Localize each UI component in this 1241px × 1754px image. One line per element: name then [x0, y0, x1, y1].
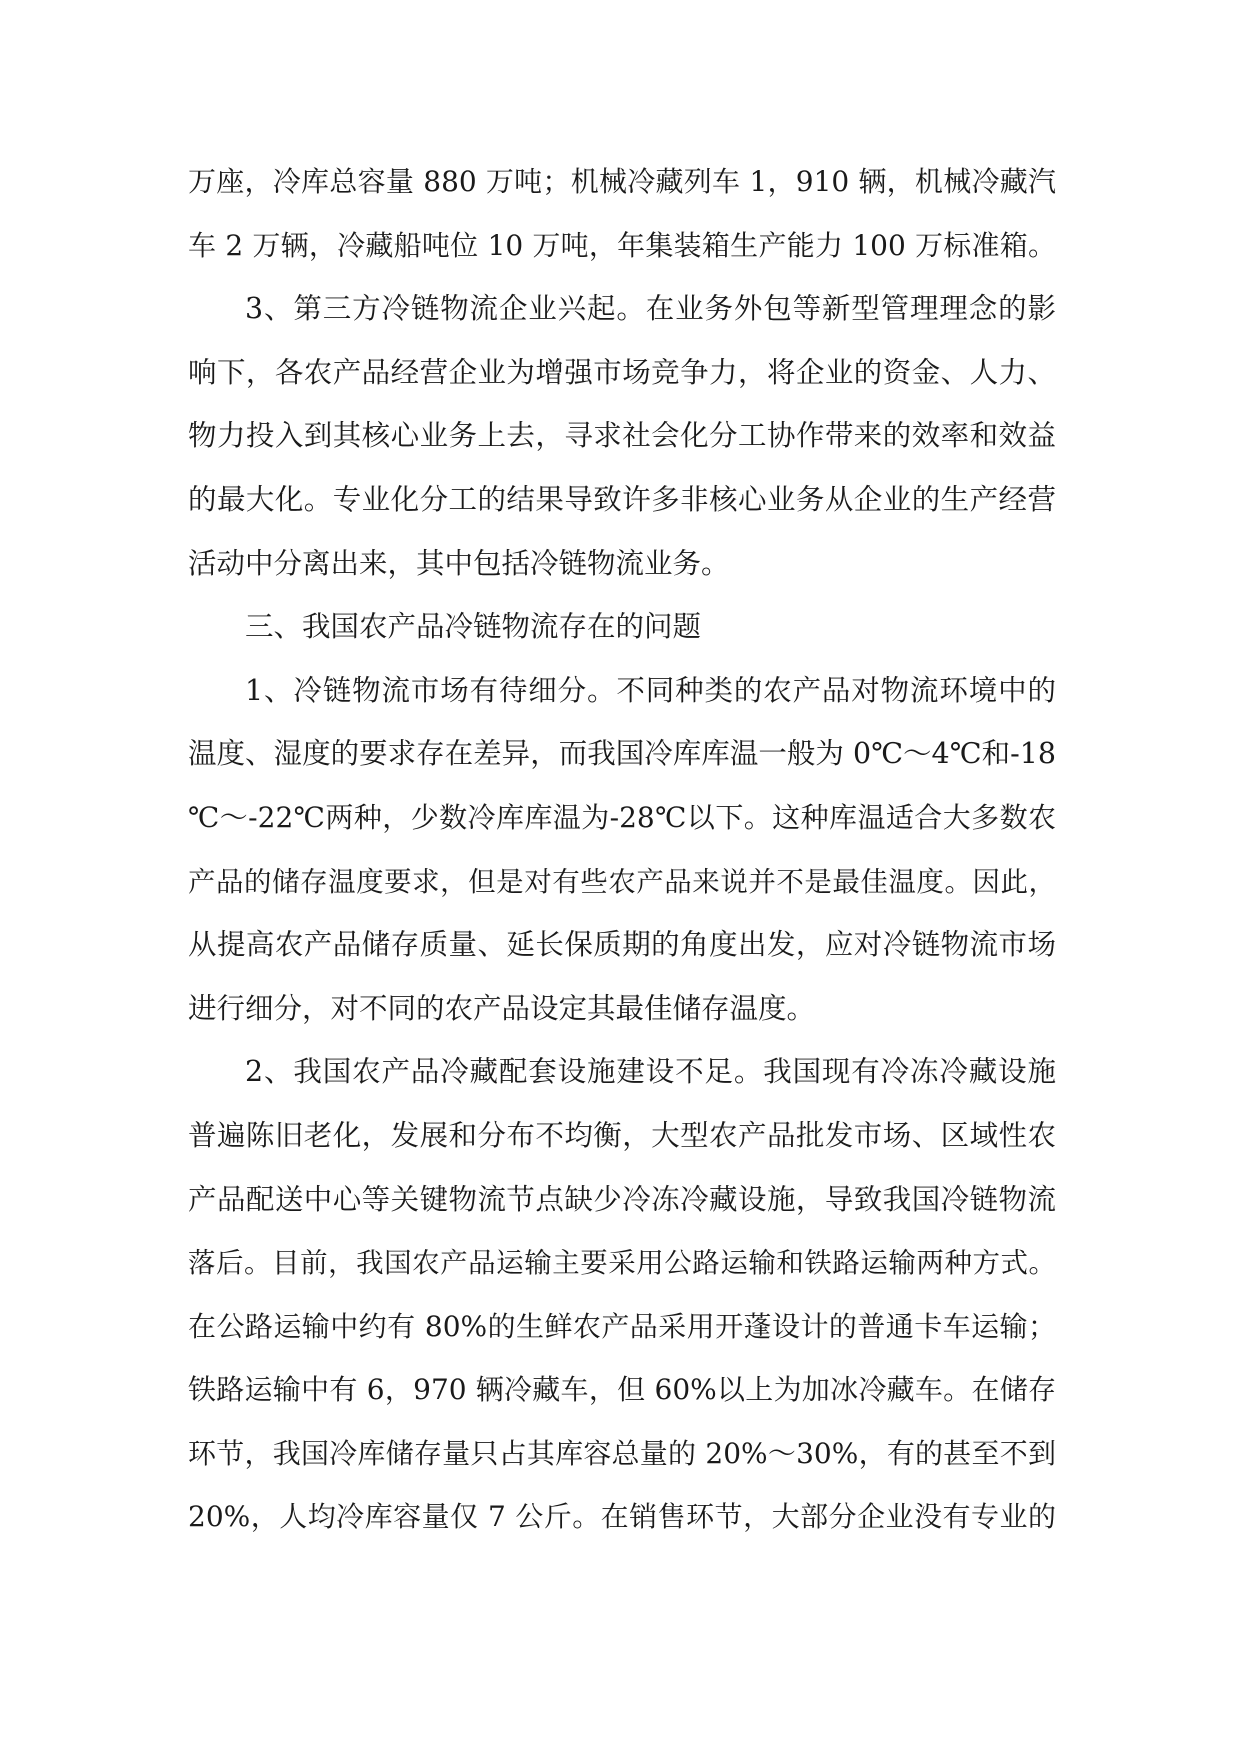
paragraph-start-line: 1、冷链物流市场有待细分。不同种类的农产品对物流环境中的 — [245, 673, 1056, 707]
paragraph-end-line: 活动中分离出来，其中包括冷链物流业务。 — [188, 546, 730, 580]
text-line: 车 2 万辆，冷藏船吨位 10 万吨，年集装箱生产能力 100 万标准箱。 — [188, 228, 1056, 262]
text-line: 从提高农产品储存质量、延长保质期的角度出发，应对冷链物流市场 — [188, 928, 1056, 962]
text-line: 产品的储存温度要求，但是对有些农产品来说并不是最佳温度。因此， — [188, 865, 1056, 898]
text-line: 万座，冷库总容量 880 万吨；机械冷藏列车 1，910 辆，机械冷藏汽 — [188, 165, 1056, 198]
text-line: 落后。目前，我国农产品运输主要采用公路运输和铁路运输两种方式。 — [188, 1247, 1056, 1280]
paragraph-end-line: 进行细分，对不同的农产品设定其最佳储存温度。 — [188, 991, 816, 1025]
document-body — [188, 162, 1056, 1561]
text-line: 铁路运输中有 6，970 辆冷藏车，但 60%以上为加冰冷藏车。在储存 — [188, 1373, 1056, 1407]
text-line: 普遍陈旧老化，发展和分布不均衡，大型农产品批发市场、区域性农 — [188, 1118, 1056, 1152]
text-line: 物力投入到其核心业务上去，寻求社会化分工协作带来的效率和效益 — [188, 419, 1056, 453]
text-line: 20%，人均冷库容量仅 7 公斤。在销售环节，大部分企业没有专业的 — [188, 1500, 1056, 1534]
text-line: ℃～-22℃两种，少数冷库库温为-28℃以下。这种库温适合大多数农 — [188, 800, 1056, 834]
text-line: 响下，各农产品经营企业为增强市场竞争力，将企业的资金、人力、 — [188, 355, 1056, 389]
paragraph-start-line: 3、第三方冷链物流企业兴起。在业务外包等新型管理理念的影 — [245, 292, 1056, 326]
text-line: 产品配送中心等关键物流节点缺少冷冻冷藏设施，导致我国冷链物流 — [188, 1182, 1056, 1216]
text-line: 在公路运输中约有 80%的生鲜农产品采用开蓬设计的普通卡车运输； — [188, 1309, 1056, 1343]
paragraph-start-line: 2、我国农产品冷藏配套设施建设不足。我国现有冷冻冷藏设施 — [245, 1055, 1056, 1089]
section-heading: 三、我国农产品冷链物流存在的问题 — [245, 610, 702, 644]
text-line: 温度、湿度的要求存在差异，而我国冷库库温一般为 0℃～4℃和-18 — [188, 737, 1056, 771]
text-line: 环节，我国冷库储存量只占其库容总量的 20%～30%，有的甚至不到 — [188, 1436, 1056, 1470]
text-line: 的最大化。专业化分工的结果导致许多非核心业务从企业的生产经营 — [188, 482, 1056, 516]
